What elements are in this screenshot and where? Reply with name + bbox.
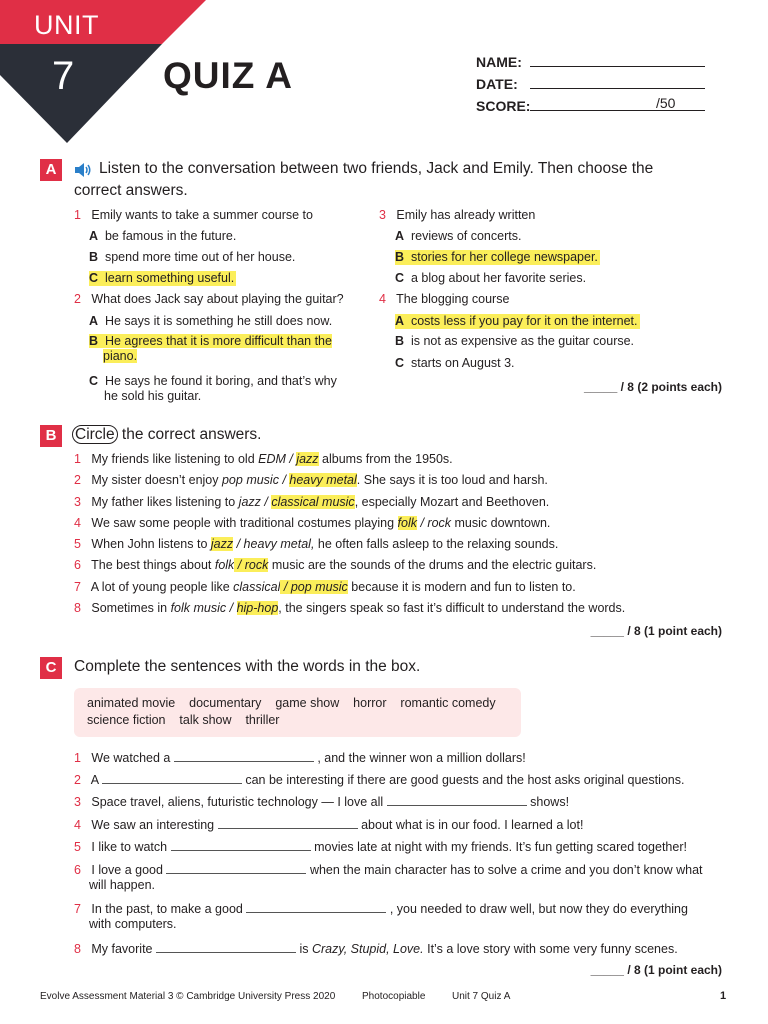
section-a-score: _____ / 8 (2 points each)	[583, 380, 722, 394]
fill-item-3: 3 Space travel, aliens, futuristic technology — I love all shows!	[74, 795, 570, 809]
answer-blank[interactable]	[156, 940, 296, 953]
option-a2-c[interactable]: C He says he found it boring, and that’s why he sold his guitar.	[89, 374, 337, 403]
unit-number: 7	[52, 54, 75, 98]
footer-photocopiable: Photocopiable	[362, 991, 426, 1002]
fill-item-1: 1 We watched a , and the winner won a million dollars!	[74, 751, 526, 765]
question-a1: 1 Emily wants to take a summer course to	[74, 208, 313, 222]
section-b-badge: B	[40, 425, 62, 447]
fill-item-7: 7 In the past, to make a good , you needed to draw well, but now they do everything with computers.	[74, 902, 688, 931]
option-a2-a[interactable]: A He says it is something he still does now.	[89, 314, 333, 328]
answer-option[interactable]: heavy metal	[289, 473, 357, 488]
score-label: SCORE:	[476, 98, 531, 114]
section-c-instruction: Complete the sentences with the words in the box.	[74, 658, 421, 675]
section-b-score: _____ / 8 (1 point each)	[590, 624, 722, 638]
footer-copyright: Evolve Assessment Material 3 © Cambridge University Press 2020	[40, 991, 336, 1002]
word-row: science fiction talk show thriller	[87, 713, 280, 727]
answer-option[interactable]: classical music	[271, 494, 355, 509]
answer-blank[interactable]	[387, 793, 527, 806]
score-field[interactable]	[530, 110, 705, 111]
name-field[interactable]	[530, 66, 705, 67]
fill-item-8: 8 My favorite is Crazy, Stupid, Love. It’s a love story with some very funny scenes.	[74, 942, 678, 956]
option-a2-b[interactable]: B He agrees that it is more difficult than the piano.	[89, 334, 332, 363]
list-item: 1 My friends like listening to old EDM / jazz albums from the 1950s.	[74, 452, 453, 466]
answer-blank[interactable]	[174, 749, 314, 762]
circle-word: Circle	[72, 425, 118, 444]
option-a4-a[interactable]: A costs less if you pay for it on the internet.	[395, 314, 638, 328]
answer-option[interactable]: jazz	[296, 452, 319, 466]
option-a1-a[interactable]: A be famous in the future.	[89, 229, 237, 243]
list-item: 3 My father likes listening to jazz / classical music, especially Mozart and Beethoven.	[74, 494, 550, 509]
section-a-instruction: Listen to the conversation between two friends, Jack and Emily. Then choose the	[99, 160, 654, 177]
option-a1-b[interactable]: B spend more time out of her house.	[89, 250, 296, 264]
answer-option[interactable]: / pop music	[280, 579, 348, 594]
list-item: 7 A lot of young people like classical / pop music because it is modern and fun to listen to.	[74, 579, 576, 594]
fill-item-6: 6 I love a good when the main character has to solve a crime and you don’t know what will happen.	[74, 863, 703, 892]
option-a1-c[interactable]: C learn something useful.	[89, 271, 235, 285]
answer-option[interactable]: jazz	[210, 537, 234, 552]
fill-item-5: 5 I like to watch movies late at night with my friends. It’s fun getting scared together!	[74, 840, 687, 854]
section-c-score: _____ / 8 (1 point each)	[590, 963, 722, 977]
answer-blank[interactable]	[102, 771, 242, 784]
option-a4-b[interactable]: B is not as expensive as the guitar course.	[395, 334, 635, 348]
word-row: animated movie documentary game show horror romantic comedy	[87, 696, 496, 710]
answer-blank[interactable]	[171, 838, 311, 851]
answer-option[interactable]: hip-hop	[236, 601, 279, 616]
date-label: DATE:	[476, 76, 518, 92]
answer-blank[interactable]	[218, 816, 358, 829]
list-item: 4 We saw some people with traditional costumes playing folk / rock music downtown.	[74, 515, 551, 530]
option-a3-c[interactable]: C a blog about her favorite series.	[395, 271, 587, 285]
option-a3-b[interactable]: B stories for her college newspaper.	[395, 250, 598, 264]
question-a2: 2 What does Jack say about playing the guitar?	[74, 292, 344, 306]
list-item: 6 The best things about folk / rock music are the sounds of the drums and the electric guitars.	[74, 558, 597, 573]
section-b-instruction: Circle the correct answers.	[72, 426, 261, 444]
answer-blank[interactable]	[166, 861, 306, 874]
word-box	[74, 688, 521, 737]
footer-unit: Unit 7 Quiz A	[452, 991, 511, 1002]
section-c-badge: C	[40, 657, 62, 679]
list-item: 5 When John listens to jazz / heavy metal, he often falls asleep to the relaxing sounds.	[74, 537, 559, 552]
speaker-icon[interactable]	[74, 163, 92, 177]
question-a4: 4 The blogging course	[379, 292, 510, 306]
name-label: NAME:	[476, 54, 522, 70]
answer-option[interactable]: folk	[397, 515, 417, 530]
option-a4-c[interactable]: C starts on August 3.	[395, 356, 515, 370]
option-a3-a[interactable]: A reviews of concerts.	[395, 229, 522, 243]
date-field[interactable]	[530, 88, 705, 89]
fill-item-2: 2 A can be interesting if there are good guests and the host asks original questions.	[74, 773, 685, 787]
score-total: /50	[656, 95, 676, 111]
section-b-list	[74, 452, 734, 622]
page-number: 1	[720, 990, 727, 1002]
unit-label: UNIT	[34, 10, 99, 40]
answer-blank[interactable]	[246, 900, 386, 913]
answer-option[interactable]: / rock	[234, 558, 269, 573]
question-a3: 3 Emily has already written	[379, 208, 536, 222]
list-item: 2 My sister doesn’t enjoy pop music / heavy metal. She says it is too loud and harsh.	[74, 473, 548, 488]
page-title: QUIZ A	[163, 55, 294, 96]
section-a-instruction-2: correct answers.	[74, 182, 188, 199]
section-a-badge: A	[40, 159, 62, 181]
fill-item-4: 4 We saw an interesting about what is in our food. I learned a lot!	[74, 818, 584, 832]
list-item: 8 Sometimes in folk music / hip-hop, the singers speak so fast it’s difficult to understand the words.	[74, 601, 626, 616]
